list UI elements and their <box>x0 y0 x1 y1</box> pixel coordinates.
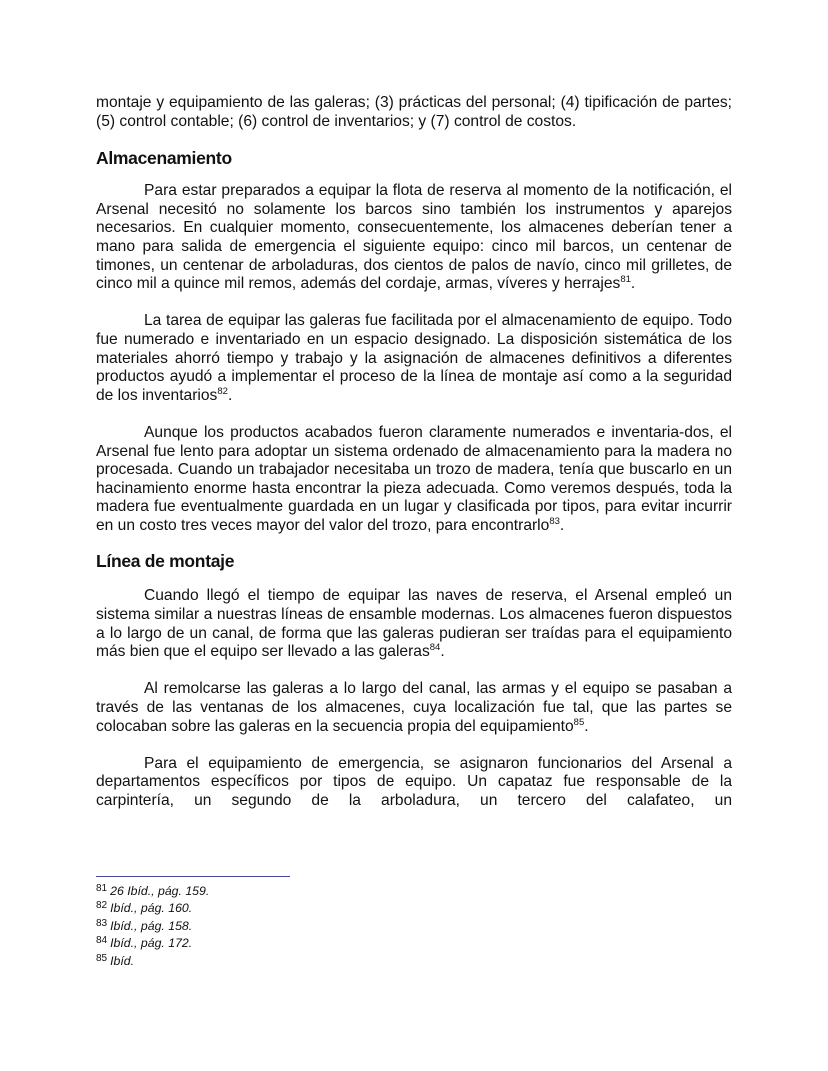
footnote-number: 83 <box>96 917 108 929</box>
footnote-number: 82 <box>96 900 108 912</box>
paragraph-text: Al remolcarse las galeras a lo largo del canal, las armas y el equipo se pasaban a través de las ventanas de los almacenes, cuya localización fue tal, que las partes se colocaban sobre las galeras en la secuencia propia del equipamiento <box>96 680 732 735</box>
paragraph <box>96 680 732 736</box>
paragraph <box>96 424 732 536</box>
footnote-text: Ibíd. <box>110 953 135 968</box>
footnote-ref[interactable]: 82 <box>217 385 228 397</box>
footnote-text: Ibíd., pág. 172. <box>110 936 193 951</box>
paragraph-end: . <box>440 643 445 661</box>
footnote-83 <box>96 915 209 932</box>
footnote-ref[interactable]: 85 <box>573 716 585 728</box>
paragraph <box>96 182 732 294</box>
footnotes <box>96 880 209 967</box>
footnote-text: 26 Ibíd., pág. 159. <box>110 884 210 898</box>
paragraph-text: Para el equipamiento de emergencia, se asignaron funcionarios del Arsenal a departamentos específicos por tipos de equipo. Un capataz fue responsable de la carpintería, un segundo de la arboladura, un tercero del calafateo, un <box>96 754 732 809</box>
document-page <box>96 94 732 811</box>
footnote-85 <box>96 950 209 967</box>
footnote-number: 81 <box>96 883 108 894</box>
footnote-text: Ibíd., pág. 160. <box>110 901 193 916</box>
paragraph <box>96 755 732 811</box>
paragraph <box>96 587 732 661</box>
paragraph-end: . <box>227 386 233 404</box>
section-heading-linea-de-montaje: Línea de montaje <box>96 551 235 572</box>
paragraph-end: . <box>584 717 589 735</box>
footnote-84 <box>96 932 209 949</box>
paragraph-text: Aunque los productos acabados fueron claramente numerados e inventaria-dos, el Arsenal fue lento para adoptar un sistema ordenado de almacenamiento para la madera no procesada. Cuando un trabajador necesitaba un trozo de madera, tenía que buscarlo en un hacinamiento enorme hasta encontrar la pieza adecuada. Como veremos después, toda la madera fue eventualmente guardada en un lugar y clasificada por tipos, para evitar incurrir en un costo tres veces mayor del valor del trozo, para encontrarlo <box>96 423 732 534</box>
footnote-number: 85 <box>96 952 108 964</box>
footnote-text: Ibíd., pág. 158. <box>110 918 193 933</box>
footnote-ref[interactable]: 83 <box>549 515 560 527</box>
paragraph-text: Para estar preparados a equipar la flota de reserva al momento de la notificación, el Arsenal necesitó no solamente los barcos sino también los instrumentos y aparejos necesarios. En cualquier momento, consecuentemente, los almacenes deberían tener a mano para salida de emergencia el siguiente equipo: cinco mil barcos, un centenar de timones, un centenar de arboladuras, dos cientos de palos de navío, cinco mil grilletes, de cinco mil a quince mil remos, además del cordaje, armas, víveres y herrajes <box>96 182 732 293</box>
footnote-82 <box>96 897 209 914</box>
footnote-81 <box>96 880 209 897</box>
footnote-ref[interactable]: 84 <box>429 642 441 654</box>
footnote-ref[interactable]: 81 <box>620 274 631 286</box>
intro-paragraph: montaje y equipamiento de las galeras; (3) prácticas del personal; (4) tipificación de partes; (5) control contable; (6) control de inventarios; y (7) control de costos. <box>96 94 732 130</box>
paragraph-end: . <box>630 275 636 293</box>
paragraph-text: La tarea de equipar las galeras fue facilitada por el almacenamiento de equipo. Todo fue numerado e inventariado en un espacio designado. La disposición sistemática de los materiales ahorró tiempo y trabajo y la asignación de almacenes definitivos a diferentes productos ayudó a implementar el proceso de la línea de montaje así como a la seguridad de los inventarios <box>96 312 732 404</box>
paragraph-text: Cuando llegó el tiempo de equipar las naves de reserva, el Arsenal empleó un sistema similar a nuestras líneas de ensamble modernas. Los almacenes fueron dispuestos a lo largo de un canal, de forma que las galeras pudieran ser traídas para el equipamiento más bien que el equipo ser llevado a las galeras <box>96 587 732 661</box>
paragraph-end: . <box>559 516 565 534</box>
section-heading-almacenamiento: Almacenamiento <box>96 148 232 169</box>
paragraph <box>96 312 732 405</box>
footnote-number: 84 <box>96 935 108 947</box>
footnote-separator <box>96 876 290 877</box>
